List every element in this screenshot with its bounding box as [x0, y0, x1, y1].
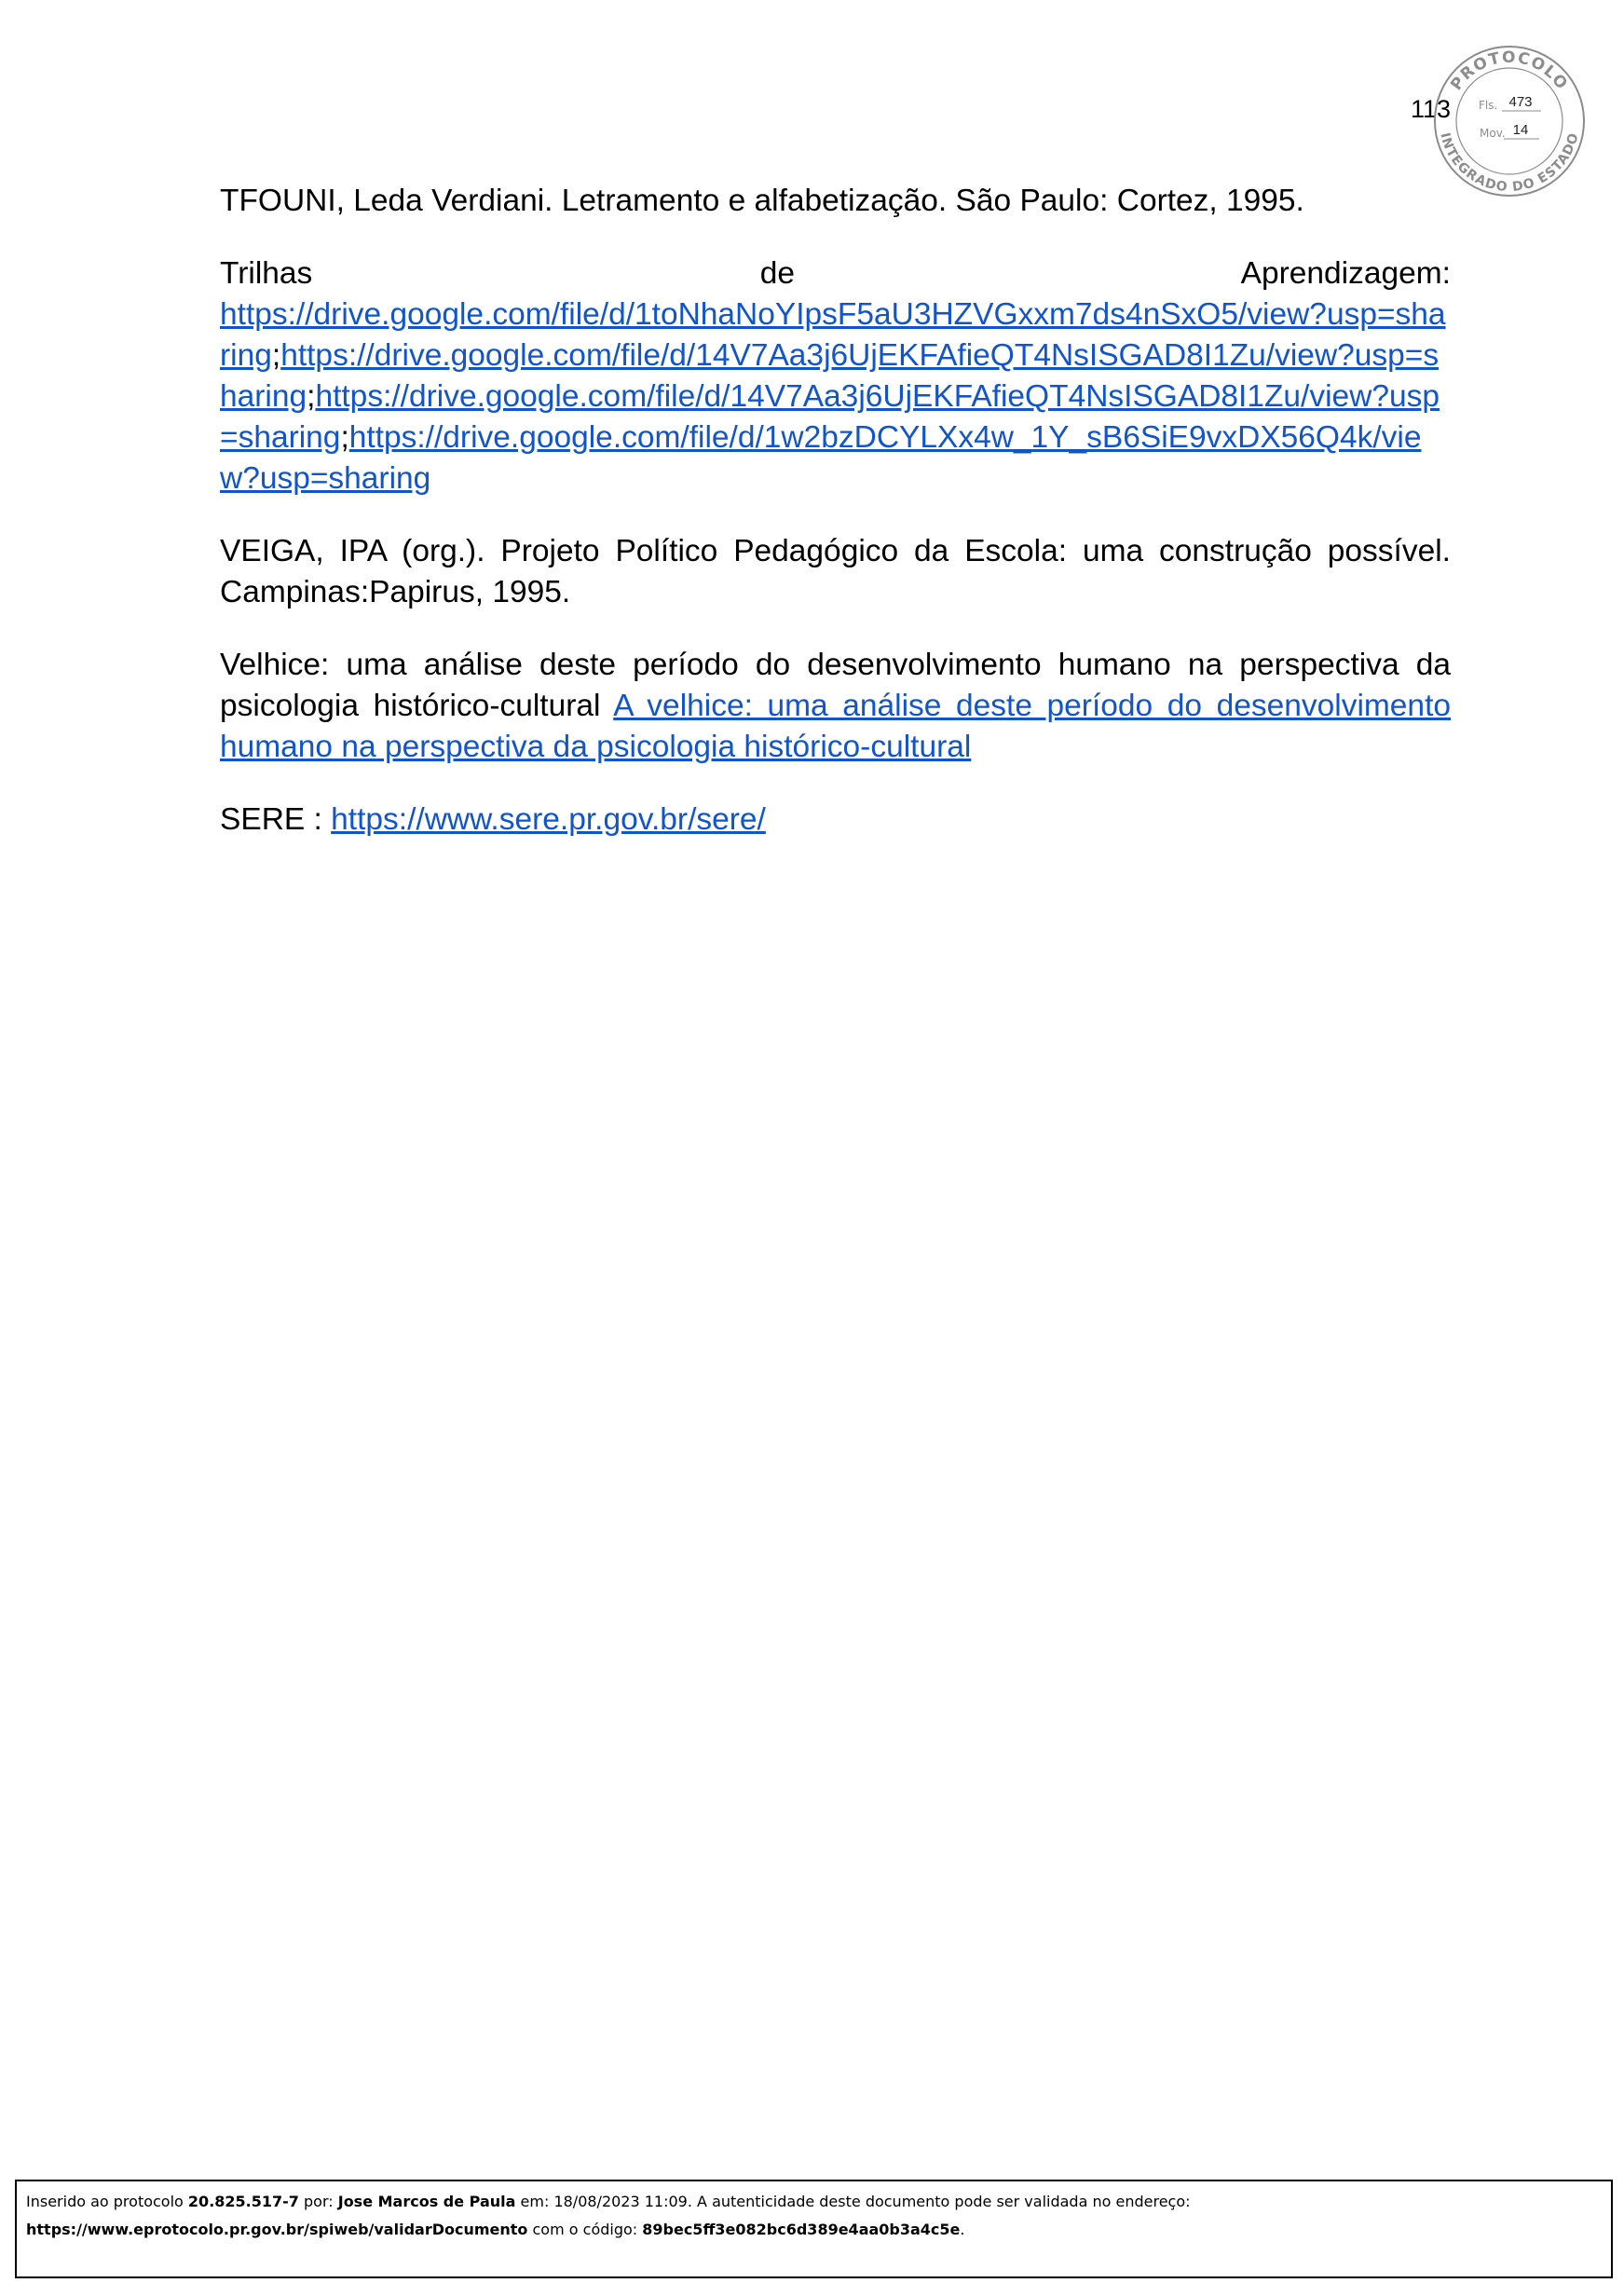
trilhas-links [220, 294, 1451, 499]
references-list [220, 181, 1451, 872]
footer-by-label: por: [298, 2193, 338, 2210]
trilhas-link-3[interactable]: https://drive.google.com/file/d/14V7Aa3j6UjEKFAfieQT4NsISGAD8I1Zu/view?usp=sharing [220, 379, 1440, 455]
sere-label: SERE : [220, 802, 332, 837]
trilhas-link-1[interactable]: https://drive.google.com/file/d/1toNhaNoYIpsF5aU3HZVGxxm7ds4nSxO5/view?usp=sharing [220, 297, 1446, 373]
stamp-fls-value: 473 [1508, 94, 1533, 110]
footer-code: 89bec5ff3e082bc6d389e4aa0b3a4c5e [642, 2221, 961, 2238]
trilhas-link-2[interactable]: https://drive.google.com/file/d/14V7Aa3j6UjEKFAfieQT4NsISGAD8I1Zu/view?usp=sharing [220, 338, 1440, 414]
velhice-link[interactable]: A velhice: uma análise deste período do desenvolvimento humano na perspectiva da psicologia histórico-cultural [220, 689, 1452, 764]
footer-line-2 [26, 2216, 1611, 2244]
stamp-fls-label: Fls. [1479, 99, 1498, 112]
reference-veiga: VEIGA, IPA (org.). Projeto Político Pedagógico da Escola: uma construção possível. Campinas:Papirus, 1995. [220, 534, 1451, 609]
reference-sere [220, 800, 1451, 841]
footer-author: Jose Marcos de Paula [337, 2193, 516, 2210]
velhice-text: Velhice: uma análise deste período do desenvolvimento humano na perspectiva da psicologia histórico-cultural [220, 648, 1451, 723]
footer-validation-url: https://www.eprotocolo.pr.gov.br/spiweb/validarDocumento [26, 2221, 528, 2238]
stamp-top-text: PROTOCOLO [1447, 48, 1572, 94]
protocol-footer [15, 2180, 1613, 2278]
footer-suffix: em: 18/08/2023 11:09. A autenticidade deste documento pode ser validada no endereço: [515, 2193, 1191, 2210]
footer-end: . [960, 2221, 965, 2238]
sere-link[interactable]: https://www.sere.pr.gov.br/sere/ [331, 802, 766, 837]
trilhas-label: Trilhas de Aprendizagem: [220, 256, 1451, 291]
reference-velhice [220, 645, 1451, 768]
footer-line-1 [26, 2188, 1611, 2216]
stamp-outer-ring [1435, 47, 1584, 196]
reference-tfouni: TFOUNI, Leda Verdiani. Letramento e alfabetização. São Paulo: Cortez, 1995. [220, 184, 1304, 218]
footer-protocol-number: 20.825.517-7 [187, 2193, 299, 2210]
stamp-inner-ring [1456, 68, 1563, 174]
trilhas-link-4[interactable]: https://drive.google.com/file/d/1w2bzDCYLXx4w_1Y_sB6SiE9vxDX56Q4k/view?usp=sharing [220, 420, 1422, 496]
footer-prefix: Inserido ao protocolo [26, 2193, 188, 2210]
page-number: 113 [1410, 95, 1451, 123]
stamp-mov-value: 14 [1512, 122, 1529, 138]
link-separator: ; [271, 338, 281, 373]
stamp-mov-label: Mov. [1480, 127, 1506, 140]
stamp-bottom-text: INTEGRADO DO ESTADO [1437, 130, 1582, 196]
footer-code-label: com o código: [527, 2221, 643, 2238]
protocol-stamp [1426, 37, 1593, 205]
link-separator: ; [340, 420, 349, 455]
reference-trilhas [220, 253, 1451, 499]
link-separator: ; [307, 379, 316, 414]
